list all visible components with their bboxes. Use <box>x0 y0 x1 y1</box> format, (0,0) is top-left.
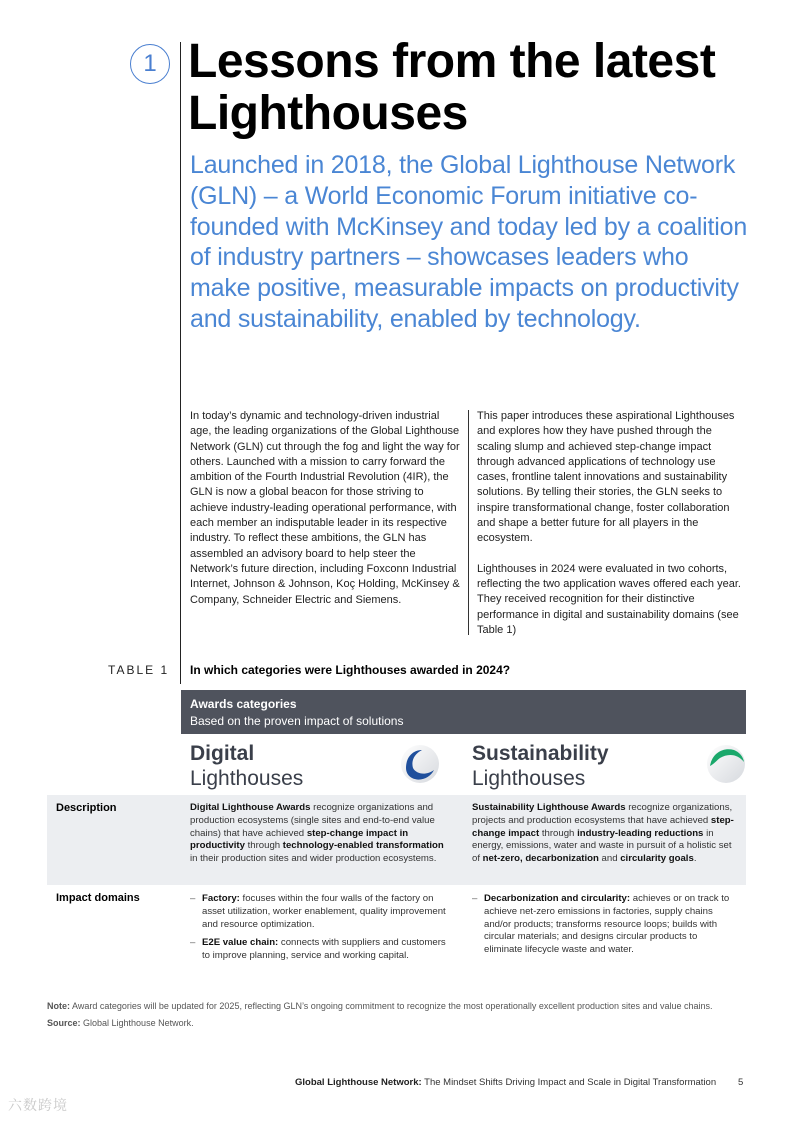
digital-lighthouse-icon <box>400 744 440 784</box>
table-label: TABLE 1 <box>108 663 170 677</box>
column-divider <box>468 410 469 635</box>
list-item: – E2E value chain: connects with suppliers and customers to improve planning, service and working capital. <box>190 937 448 963</box>
page-number: 5 <box>738 1077 744 1088</box>
sustainability-lighthouses-heading: Sustainability Lighthouses <box>472 742 609 790</box>
table-title: In which categories were Lighthouses awarded in 2024? <box>190 663 511 677</box>
watermark: 六数跨境 <box>8 1097 68 1113</box>
sustainability-impact-cell <box>472 893 734 957</box>
body-paragraph: Lighthouses in 2024 were evaluated in two cohorts, reflecting the two application waves offered each year. They received recognition for their distinctive performance in digital and sustainability domains (see Table 1) <box>477 562 741 636</box>
sustainability-description-cell: Sustainability Lighthouse Awards recognize organizations, projects and production ecosystems that have achieved step-change impact through industry-leading reductions in energy, emissions, water and waste in pursuit of a holistic set of net-zero, decarbonization and circularity goals. <box>472 802 734 865</box>
awards-categories-header <box>181 690 746 734</box>
description-row-label: Description <box>56 802 117 814</box>
list-item: – Factory: focuses within the four walls of the factory on asset utilization, worker enablement, quality improvement and resource optimization. <box>190 893 448 931</box>
table-note: Note: Award categories will be updated for 2025, reflecting GLN’s ongoing commitment to recognize the most operationally excellent production sites and value chains. <box>47 1001 713 1011</box>
vertical-rule <box>180 42 181 684</box>
chapter-number-badge: 1 <box>130 44 170 84</box>
sustainability-lighthouse-icon <box>706 744 746 784</box>
body-column-left: In today’s dynamic and technology-driven industrial age, the leading organizations of the Global Lighthouse Network (GLN) cut through the fog and light the way for others. Launched with a mission to carry forward the ambition of the Fourth Industrial Revolution (4IR), the GLN is now a global beacon for those striving to achieve industry-leading operational performance, with each member an indisputable leader in its respective industry. To reflect these ambitions, the GLN has assembled an advisory board to help steer the Network’s future direction, including Foxconn Industrial Internet, Johnson & Johnson, Koç Holding, McKinsey & Company, Schneider Electric and Siemens. <box>190 410 460 606</box>
page-title: Lessons from the latest Lighthouses <box>188 35 716 140</box>
digital-impact-cell <box>190 893 448 969</box>
body-column-right <box>477 409 749 653</box>
digital-description-cell: Digital Lighthouse Awards recognize organizations and production ecosystems (single sites and end-to-end value chains) that have achieved step-change impact in productivity through technology-enabled transformation in their production sites and wider production ecosystems. <box>190 802 444 865</box>
body-paragraph: This paper introduces these aspirational Lighthouses and explores how they have pushed through the scaling slump and achieved step-change impact through advanced applications of technology use cases, frontline talent innovations and sustainability solutions. By telling their stories, the GLN seeks to inspire transformational change, foster collaboration and shape a better future for all players in the ecosystem. <box>477 410 735 545</box>
digital-lighthouses-heading: Digital Lighthouses <box>190 742 304 790</box>
awards-heading: Awards categories <box>190 697 297 711</box>
running-footer: Global Lighthouse Network: The Mindset Shifts Driving Impact and Scale in Digital Transformation <box>295 1077 717 1088</box>
table-source: Source: Global Lighthouse Network. <box>47 1018 194 1028</box>
impact-domains-row-label: Impact domains <box>56 892 140 904</box>
lede-paragraph: Launched in 2018, the Global Lighthouse Network (GLN) – a World Economic Forum initiative co-founded with McKinsey and today led by a coalition of industry partners – showcases leaders who make positive, measurable impacts on productivity and sustainability, enabled by technology. <box>190 151 748 333</box>
list-item: – Decarbonization and circularity: achieves or on track to achieve net-zero emissions in factories, supply chains and/or products; transforms resource loops; builds with circular materials; and designs circular products to eliminate lifecycle waste and water. <box>472 893 734 957</box>
awards-subheading: Based on the proven impact of solutions <box>190 714 404 728</box>
